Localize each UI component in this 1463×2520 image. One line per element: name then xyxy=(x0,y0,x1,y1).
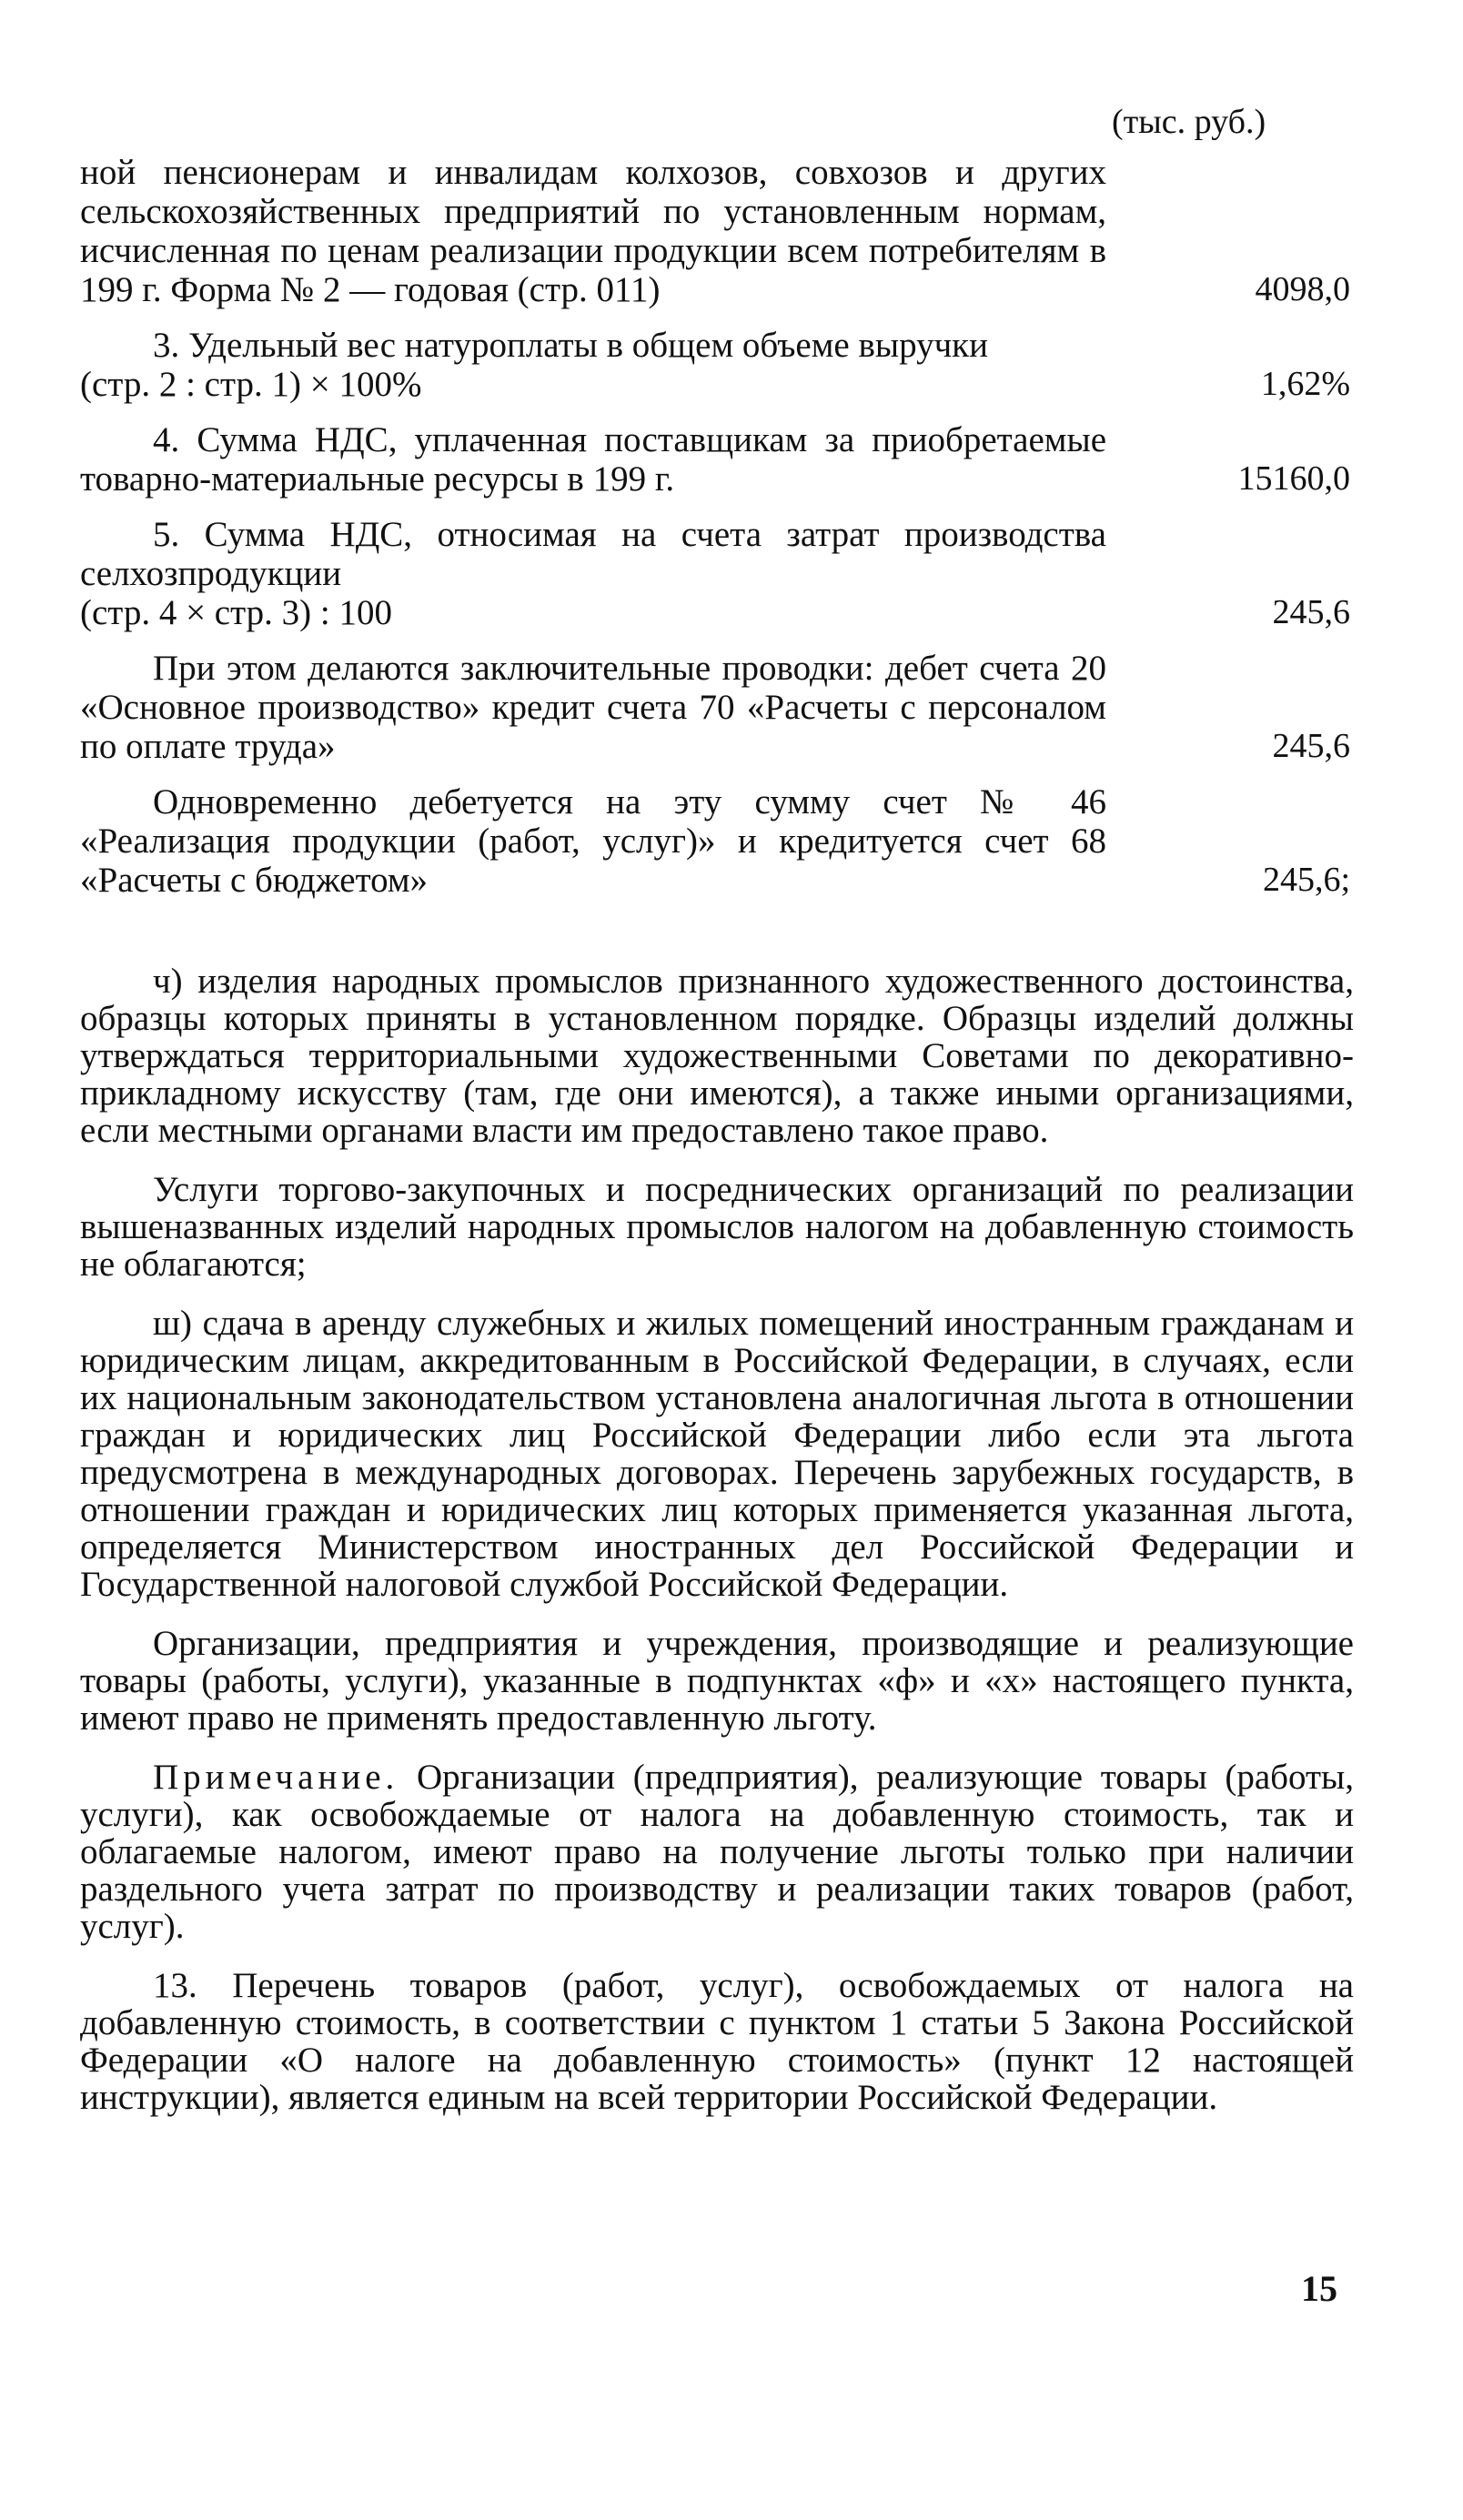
calc-description xyxy=(80,649,1106,766)
calc-line: 5. Сумма НДС, относимая на счета затрат производства селхозпродукции xyxy=(80,515,1106,593)
calc-value: 15160,0 xyxy=(1237,459,1350,498)
paragraph-rental: ш) сдача в аренду служебных и жилых помещений иностранным гражданам и юридическим лицам, аккредитованным в Российской Федерации, в случаях, если их национальным законодательством установлена аналогичная льгота в отношении граждан и юридических лиц Российской Федерации либо если эта льгота предусмотрена в международных договорах. Перечень зарубежных государств, в отношении граждан и юридических лиц которых применяется указанная льгота, определяется Министерством иностранных дел Российской Федерации и Государственной налоговой службой Российской Федерации. xyxy=(80,1304,1354,1604)
calc-row xyxy=(80,515,1354,632)
calc-row xyxy=(80,326,1354,404)
paragraph-trade-services: Услуги торгово-закупочных и посреднических организаций по реализации вышеназванных изделий народных промыслов налогом на добавленную стоимость не облагаются; xyxy=(80,1170,1354,1284)
paragraph-folk-crafts: ч) изделия народных промыслов признанного художественного достоинства, образцы которых приняты в установленном порядке. Образцы изделий должны утверждаться территориальными художественными Советами по декоративно-прикладному искусству (там, где они имеются), а также иными организациями, если местными органами власти им предоставлено такое право. xyxy=(80,962,1354,1150)
calculation-block xyxy=(80,153,1354,916)
calc-value: 245,6 xyxy=(1272,593,1350,631)
calc-line: 4. Сумма НДС, уплаченная поставщикам за приобретаемые товарно-материальные ресурсы в 199 г. xyxy=(80,420,1106,499)
calc-description xyxy=(80,153,1106,309)
note-text: Организации (предприятия), реализующие товары (работы, услуги), как освобождаемые от налога на добавленную стоимость, так и облагаемые налогом, имеют право на получение льготы только при наличии раздельного учета затрат по производству и реализации таких товаров (работ, услуг). xyxy=(80,1758,1354,1946)
calc-description xyxy=(80,515,1106,632)
calc-value: 4098,0 xyxy=(1255,270,1350,308)
calc-description xyxy=(80,420,1106,499)
calc-description xyxy=(80,326,1106,404)
calc-row xyxy=(80,153,1354,309)
calc-line: При этом делаются заключительные проводки: дебет счета 20 «Основное производство» кредит счета 70 «Расчеты с персоналом по оплате труда» xyxy=(80,649,1106,766)
calc-row xyxy=(80,782,1354,900)
note-label: Примечание. xyxy=(153,1758,399,1797)
units-label: (тыс. руб.) xyxy=(1112,103,1266,141)
calc-value: 245,6 xyxy=(1272,727,1350,765)
calc-line: Одновременно дебетуется на эту сумму счет № 46 «Реализация продукции (работ, услуг)» и кредитуется счет 68 «Расчеты с бюджетом» xyxy=(80,782,1106,900)
calc-row xyxy=(80,420,1354,499)
body-text xyxy=(80,963,1354,2138)
calc-row xyxy=(80,649,1354,766)
calc-line: (стр. 2 : стр. 1) × 100% xyxy=(80,365,422,404)
calc-value: 1,62% xyxy=(1260,365,1350,403)
paragraph-item-13: 13. Перечень товаров (работ, услуг), освобождаемых от налога на добавленную стоимость, в соответствии с пунктом 1 статьи 5 Закона Российской Федерации «О налоге на добавленную стоимость» (пункт 12 настоящей инструкции), является единым на всей территории Российской Федерации. xyxy=(80,1966,1354,2117)
calc-value: 245,6; xyxy=(1262,861,1350,899)
calc-line: ной пенсионерам и инвалидам колхозов, совхозов и других сельскохозяйственных предприятий по установленным нормам, исчисленная по ценам реализации продукции всем потребителям в 199 г. Форма № 2 — годовая (стр. 011) xyxy=(80,153,1106,309)
calc-description xyxy=(80,782,1106,900)
calc-line: (стр. 4 × стр. 3) : 100 xyxy=(80,593,392,632)
calc-line: 3. Удельный вес натуроплаты в общем объеме выручки xyxy=(153,326,989,365)
page-number: 15 xyxy=(1301,2268,1337,2309)
paragraph-right-to-waive: Организации, предприятия и учреждения, производящие и реализующие товары (работы, услуги), указанные в подпунктах «ф» и «х» настоящего пункта, имеют право не применять предоставленную льготу. xyxy=(80,1624,1354,1738)
note-paragraph xyxy=(80,1759,1354,1945)
